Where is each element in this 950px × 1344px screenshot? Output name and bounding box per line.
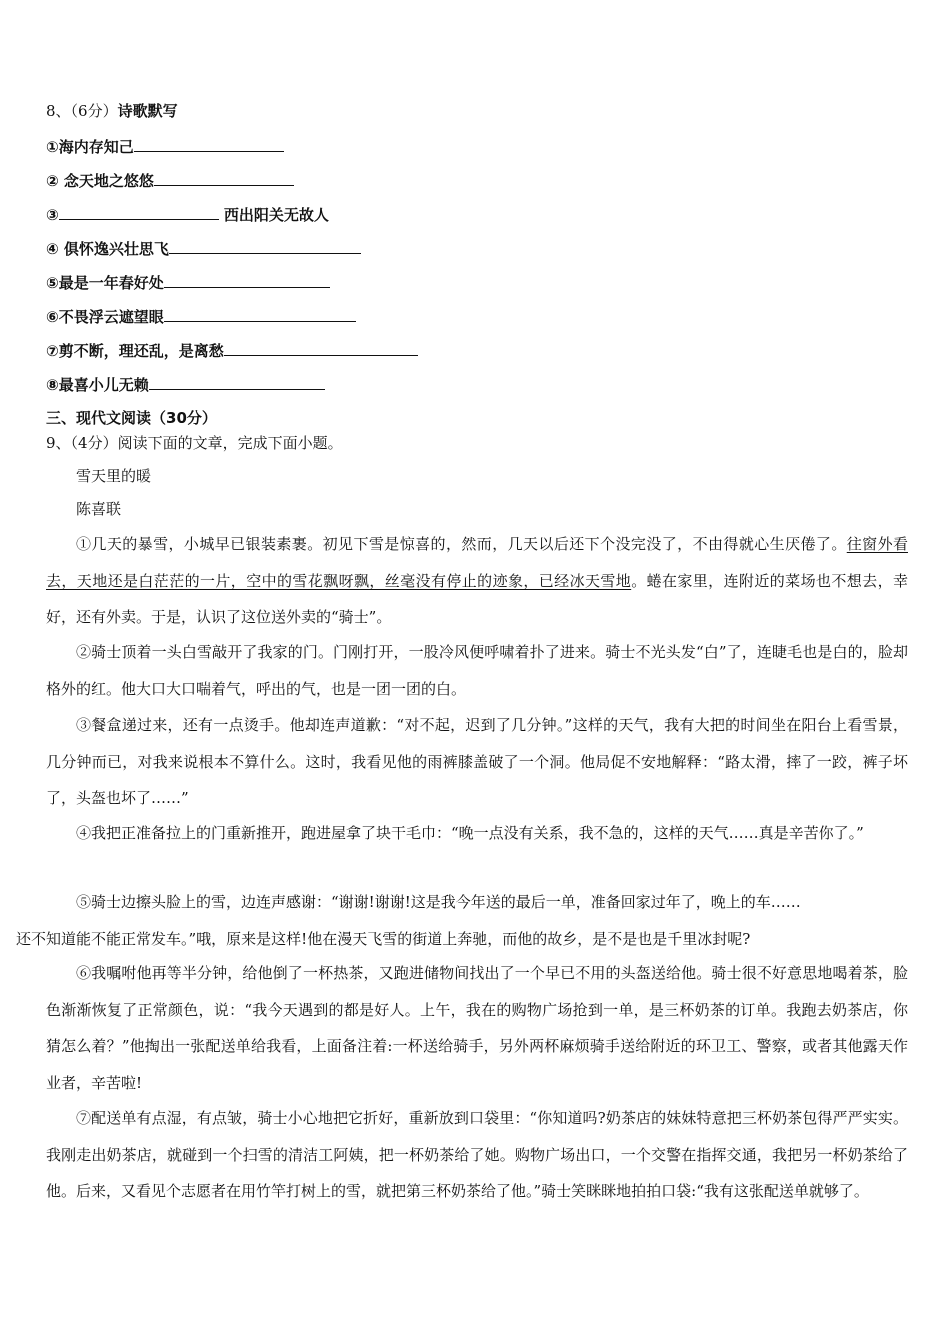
paragraph-7: ⑦配送单有点湿，有点皱，骑士小心地把它折好，重新放到口袋里：“你知道吗?奶茶店的妹妹特意把三杯奶茶包得严严实实。我刚走出奶茶店，就碰到一个扫雪的清洁工阿姨，把一杯奶茶给了她。购物广场出口，一个交警在指挥交通，我把另一杯奶茶给了他。后来，又看见个志愿者在用竹竿打树上的雪，就把第三杯奶茶给了他。”骑士笑眯眯地拍拍口袋:“我有这张配送单就够了。 xyxy=(46,1109,908,1200)
question-8-header xyxy=(46,101,178,121)
poem-line-4 xyxy=(46,237,361,259)
article-author: 陈喜联 xyxy=(76,500,122,518)
underlined-sentence: 往窗外看去，天地还是白茫茫的一片，空中的雪花飘呀飘，丝毫没有停止的迹象，已经冰天雪地 xyxy=(46,535,908,590)
answer-blank xyxy=(134,135,284,152)
poem-line-text: ⑧最喜小儿无赖 xyxy=(46,376,149,394)
paragraph-4: ④我把正准备拉上的门重新推开，跑进屋拿了块干毛巾：“晚一点没有关系，我不急的，这样的天气……真是辛苦你了。” xyxy=(76,824,864,842)
poem-line-text-after: 西出阳关无故人 xyxy=(218,206,329,224)
answer-blank xyxy=(59,203,219,220)
answer-blank xyxy=(164,271,330,288)
poem-line-1 xyxy=(46,135,284,157)
poem-line-text: ⑦剪不断，理还乱，是离愁 xyxy=(46,342,224,360)
question-8-title: 诗歌默写 xyxy=(117,102,178,120)
paragraph-6: ⑥我嘱咐他再等半分钟，给他倒了一杯热茶，又跑进储物间找出了一个早已不用的头盔送给他。骑士很不好意思地喝着茶，脸色渐渐恢复了正常颜色，说：“我今天遇到的都是好人。上午，我在的购物广场抢到一单，是三杯奶茶的订单。我跑去奶茶店，你猜怎么着？”他掏出一张配送单给我看，上面备注着:一杯送给骑手，另外两杯麻烦骑手送给附近的环卫工、警察，或者其他露天作业者，辛苦啦! xyxy=(46,964,908,1092)
poem-line-8 xyxy=(46,373,325,395)
paragraph-2: ②骑士顶着一头白雪敲开了我家的门。门刚打开，一股冷风便呼啸着扑了进来。骑士不光头发“白”了，连睫毛也是白的，脸却格外的红。他大口大口喘着气，呼出的气，也是一团一团的白。 xyxy=(46,643,908,698)
poem-line-text: ⑥不畏浮云遮望眼 xyxy=(46,308,164,326)
paragraph-3: ③餐盒递过来，还有一点烫手。他却连声道歉：“对不起，迟到了几分钟。”这样的天气，我有大把的时间坐在阳台上看雪景，几分钟而已，对我来说根本不算什么。这时，我看见他的雨裤膝盖破了一个洞。他局促不安地解释：“路太滑，摔了一跤，裤子坏了，头盔也坏了……” xyxy=(46,716,908,807)
poem-line-2 xyxy=(46,169,294,191)
answer-blank xyxy=(154,169,294,186)
poem-line-5 xyxy=(46,271,330,293)
poem-line-text: ⑤最是一年春好处 xyxy=(46,274,164,292)
paragraph-5 xyxy=(16,884,908,957)
poem-line-7 xyxy=(46,339,418,361)
poem-line-text: ③ xyxy=(46,206,59,224)
paragraph-1 xyxy=(46,526,908,636)
poem-line-text: ② 念天地之悠悠 xyxy=(46,172,154,190)
poem-line-text: ①海内存知己 xyxy=(46,138,134,156)
section-3-title: 三、现代文阅读（30分） xyxy=(46,409,217,427)
question-8-number: 8、（6分） xyxy=(46,102,118,120)
paragraph-5-text-b: 还不知道能不能正常发车。”哦，原来是这样!他在漫天飞雪的街道上奔驰，而他的故乡，是不是也是千里冰封呢? xyxy=(16,929,751,948)
answer-blank xyxy=(164,305,356,322)
article-title: 雪天里的暖 xyxy=(76,467,152,485)
paragraph-1-text-a: ①几天的暴雪，小城早已银装素裹。初见下雪是惊喜的，然而，几天以后还下个没完没了，不由得就心生厌倦了。 xyxy=(76,535,847,553)
answer-blank xyxy=(149,373,325,390)
poem-line-3 xyxy=(46,203,329,225)
answer-blank xyxy=(224,339,418,356)
poem-line-text: ④ 俱怀逸兴壮思飞 xyxy=(46,240,169,258)
answer-blank xyxy=(169,237,361,254)
poem-line-6 xyxy=(46,305,356,327)
paragraph-1-text-b: 。蜷在家里，连附近的菜场也不想去，幸好，还有外卖。于是，认识了这位送外卖的“骑士”。 xyxy=(46,571,908,626)
paragraph-5-text-a: ⑤骑士边擦头脸上的雪，边连声感谢：“谢谢!谢谢!这是我今年送的最后一单，准备回家过年了，晚上的车…… xyxy=(76,893,801,911)
question-9-header: 9、（4分）阅读下面的文章，完成下面小题。 xyxy=(46,434,343,452)
